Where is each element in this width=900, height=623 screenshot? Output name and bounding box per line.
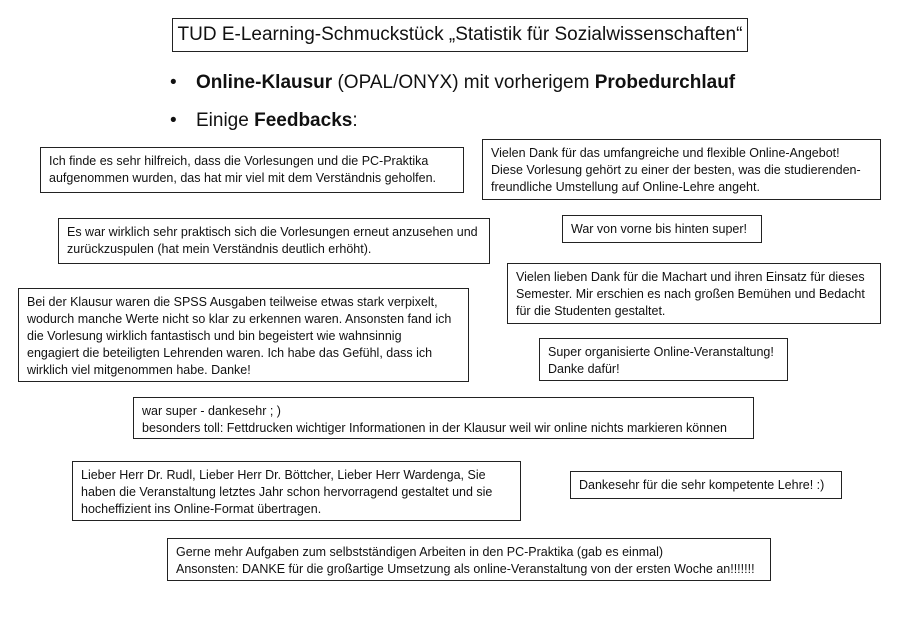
feedback-line: besonders toll: Fettdrucken wichtiger Informationen in der Klausur weil wir online nichts markieren können <box>142 421 728 435</box>
feedback-line: engagiert die beteiligten Lehrenden waren. Ich habe das Gefühl, dass ich <box>27 346 433 360</box>
feedback-line: Diese Vorlesung gehört zu einer der besten, was die studierenden- <box>491 163 861 177</box>
feedback-box <box>72 461 521 521</box>
slide-title-text: TUD E-Learning-Schmuckstück „Statistik für Sozialwissenschaften“ <box>177 24 743 45</box>
feedback-line: Semester. Mir erschien es nach großen Bemühen und Bedacht <box>516 287 865 301</box>
feedback-box <box>562 215 762 243</box>
feedback-box <box>18 288 469 382</box>
feedback-box <box>167 538 771 581</box>
feedback-line: zurückzuspulen (hat mein Verständnis deutlich erhöht). <box>67 242 372 256</box>
feedback-line: Ansonsten: DANKE für die großartige Umsetzung als online-Veranstaltung von der ersten Woche an!!!!!!! <box>176 562 755 576</box>
feedback-line: War von vorne bis hinten super! <box>571 222 748 236</box>
feedback-box <box>507 263 881 324</box>
bullet-online-klausur <box>170 72 735 94</box>
feedback-line: haben die Veranstaltung letztes Jahr schon hervorragend gestaltet und sie <box>81 485 493 499</box>
bullet-marker: • <box>170 72 177 93</box>
feedback-line: Lieber Herr Dr. Rudl, Lieber Herr Dr. Böttcher, Lieber Herr Wardenga, Sie <box>81 468 486 482</box>
bullet-text-einige: Einige <box>196 110 255 131</box>
feedback-line: war super - dankesehr ; ) <box>142 404 281 418</box>
feedback-line: Dankesehr für die sehr kompetente Lehre! :) <box>579 478 825 492</box>
feedback-line: Danke dafür! <box>548 362 620 376</box>
feedback-box <box>539 338 788 381</box>
feedback-line: wodurch manche Werte nicht so klar zu erkennen waren. Ansonsten fand ich <box>27 312 452 326</box>
bullet-text-colon: : <box>352 110 358 131</box>
feedback-line: Es war wirklich sehr praktisch sich die Vorlesungen erneut anzusehen und <box>67 225 478 239</box>
feedback-line: die Vorlesung wirklich fantastisch und bin begeistert wie wahnsinnig <box>27 329 402 343</box>
feedback-line: Ich finde es sehr hilfreich, dass die Vorlesungen und die PC-Praktika <box>49 154 429 168</box>
feedback-line: aufgenommen wurden, das hat mir viel mit dem Verständnis geholfen. <box>49 171 437 185</box>
feedback-line: freundliche Umstellung auf Online-Lehre angeht. <box>491 180 760 194</box>
feedback-line: Gerne mehr Aufgaben zum selbstständigen Arbeiten in den PC-Praktika (gab es einmal) <box>176 545 664 559</box>
feedback-line: Vielen lieben Dank für die Machart und ihren Einsatz für dieses <box>516 270 865 284</box>
bullet-text-online-klausur: (OPAL/ONYX) mit vorherigem <box>332 72 595 93</box>
feedback-box <box>133 397 754 439</box>
feedback-box <box>570 471 842 499</box>
feedback-box <box>40 147 464 193</box>
slide-title <box>172 18 748 52</box>
feedback-box <box>482 139 881 200</box>
feedback-line: hocheffizient ins Online-Format übertragen. <box>81 502 322 516</box>
feedback-line: Bei der Klausur waren die SPSS Ausgaben teilweise etwas stark verpixelt, <box>27 295 438 309</box>
bullet-bold-online-klausur: Online-Klausur <box>196 72 333 93</box>
bullet-feedbacks <box>170 110 358 132</box>
bullet-bold-feedbacks: Feedbacks <box>254 110 353 131</box>
feedback-line: wirklich viel mitgenommen habe. Danke! <box>27 363 251 377</box>
bullet-marker: • <box>170 110 177 131</box>
feedback-line: für die Studenten gestaltet. <box>516 304 666 318</box>
feedback-box <box>58 218 490 264</box>
bullet-bold-probedurchlauf: Probedurchlauf <box>594 72 736 93</box>
feedback-line: Super organisierte Online-Veranstaltung! <box>548 345 774 359</box>
feedback-line: Vielen Dank für das umfangreiche und flexible Online-Angebot! <box>491 146 840 160</box>
